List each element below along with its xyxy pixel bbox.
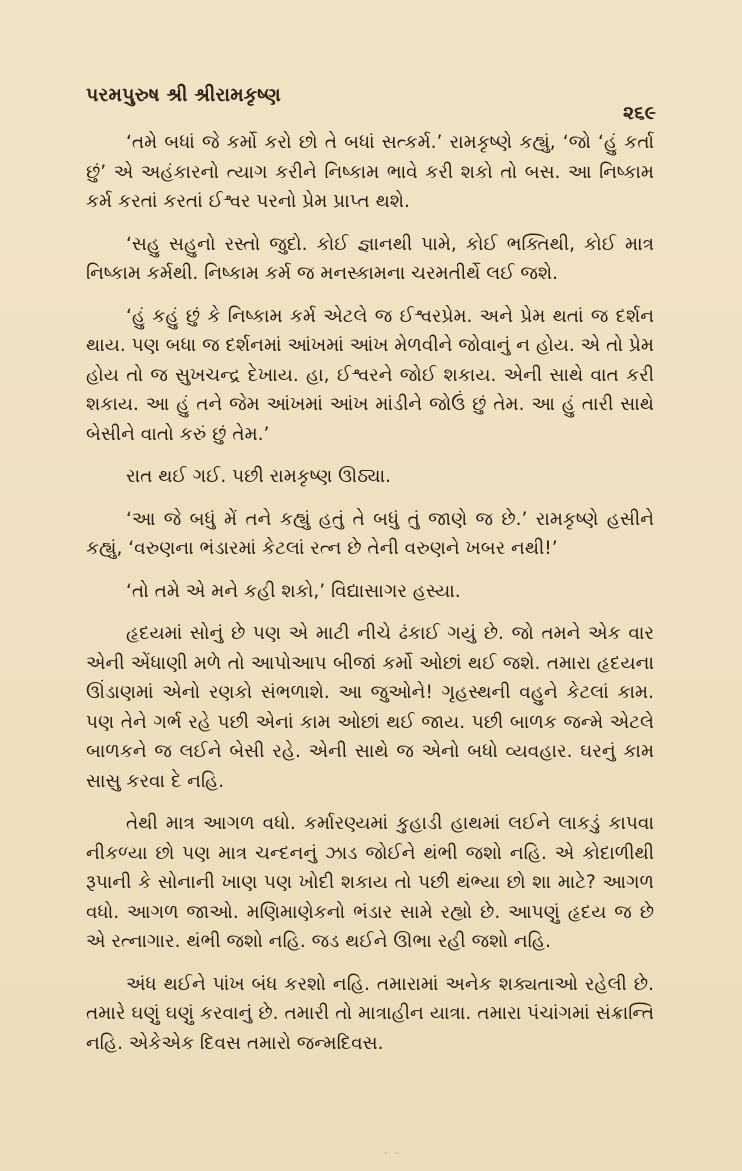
paragraph-3: ‘હું કહું છું કે નિષ્કામ કર્મ એટલે જ ઈશ્વરપ્રેમ. અને પ્રેમ થતાં જ દર્શન થાય. પણ બધા જ દર્શનમાં આંખમાં આંખ મેળવીને જોવાનું ન હોય. એ તો પ્રેમ હોય તો જ સુખચન્દ્ર દેખાય. હા, ઈશ્વરને જોઈ શકાય. એની સાથે વાત કરી શકાય. આ હું તને જેમ આંખમાં આંખ માંડીને જોઉં છું તેમ. આ હું તારી સાથે બેસીને વાતો કરું છું તેમ.’ (86, 305, 654, 445)
paragraph-8: તેથી માત્ર આગળ વધો. કર્મારણ્યમાં કુહાડી હાથમાં લઈને લાકડું કાપવા નીકળ્યા છો પણ માત્ર ચન્દનનું ઝાડ જોઈને થંભી જશો નહિ. એ કોદાળીથી રૂપાની કે સોનાની ખાણ પણ ખોદી શકાય તો પછી થંભ્યા છો શા માટે? આગળ વધો. આગળ જાઓ. મણિમાણેકનો ભંડાર સામે રહ્યો છે. આપણું હૃદય જ છે એ રત્નાગાર. થંભી જશો નહિ. જડ થઈને ઊભા રહી જશો નહિ. (86, 813, 654, 952)
paragraph-5: ‘આ જે બધું મેં તને કહ્યું હતું તે બધું તું જાણે જ છે.’ રામકૃષ્ણે હસીને કહ્યું, ‘વરુણના ભંડારમાં કેટલાં રત્ન છે તેની વરુણને ખબર નથી!’ (86, 508, 654, 559)
paragraph-4: રાત થઈ ગઈ. પછી રામકૃષ્ણ ઊઠ્યા. (126, 466, 391, 487)
paragraph-9: અંધ થઈને પાંખ બંધ કરશો નહિ. તમારામાં અનેક શક્યતાઓ રહેલી છે. તમારે ઘણું ઘણું કરવાનું છે. તમારી તો માત્રાહીન યાત્રા. તમારા પંચાંગમાં સંક્રાન્તિ નહિ. એકેએક દિવસ તમારો જન્મદિવસ. (86, 973, 654, 1054)
footer-mark: - - (384, 1148, 401, 1159)
page-number: ૨૬૯ (622, 102, 656, 124)
paragraph-7: હૃદયમાં સોનું છે પણ એ માટી નીચે ઢંકાઈ ગયું છે. જો તમને એક વાર એની એંધાણી મળે તો આપોઆપ બીજાં કર્મો ઓછાં થઈ જશે. તમારા હૃદયના ઊંડાણમાં એનો રણકો સંભળાશે. આ જુઓને! ગૃહસ્થની વહુને કેટલાં કામ. પણ તેને ગર્ભ રહે પછી એનાં કામ ઓછાં થઈ જાય. પછી બાળક જન્મે એટલે બાળકને જ લઈને બેસી રહે. એની સાથે જ એનો બધો વ્યવહાર. ઘરનું કામ સાસુ કરવા દે નહિ. (86, 623, 654, 792)
paragraph-2: ‘સહુ સહુનો રસ્તો જુદો. કોઈ જ્ઞાનથી પામે, કોઈ ભક્તિથી, કોઈ માત્ર નિષ્કામ કર્મથી. નિષ્કામ કર્મ જ મનસ્કામના ચરમતીર્થે લઈ જશે. (86, 233, 654, 284)
running-head: પરમપુરુષ શ્રી શ્રીરામકૃષ્ણ (86, 84, 281, 106)
paragraph-6: ‘તો તમે એ મને કહી શકો,’ વિદ્યાસાગર હસ્યા. (126, 580, 461, 602)
paragraph-1: ‘તમે બધાં જે કર્મો કરો છો તે બધાં સત્કર્મ.’ રામકૃષ્ણે કહ્યું, ‘જો ‘હું કર્તા છું’ એ અહંકારનો ત્યાગ કરીને નિષ્કામ ભાવે કરી શકો તો બસ. આ નિષ્કામ કર્મ કરતાં કરતાં ઈશ્વર પરનો પ્રેમ પ્રાપ્ત થશે. (86, 132, 654, 212)
body-text (86, 128, 654, 1071)
